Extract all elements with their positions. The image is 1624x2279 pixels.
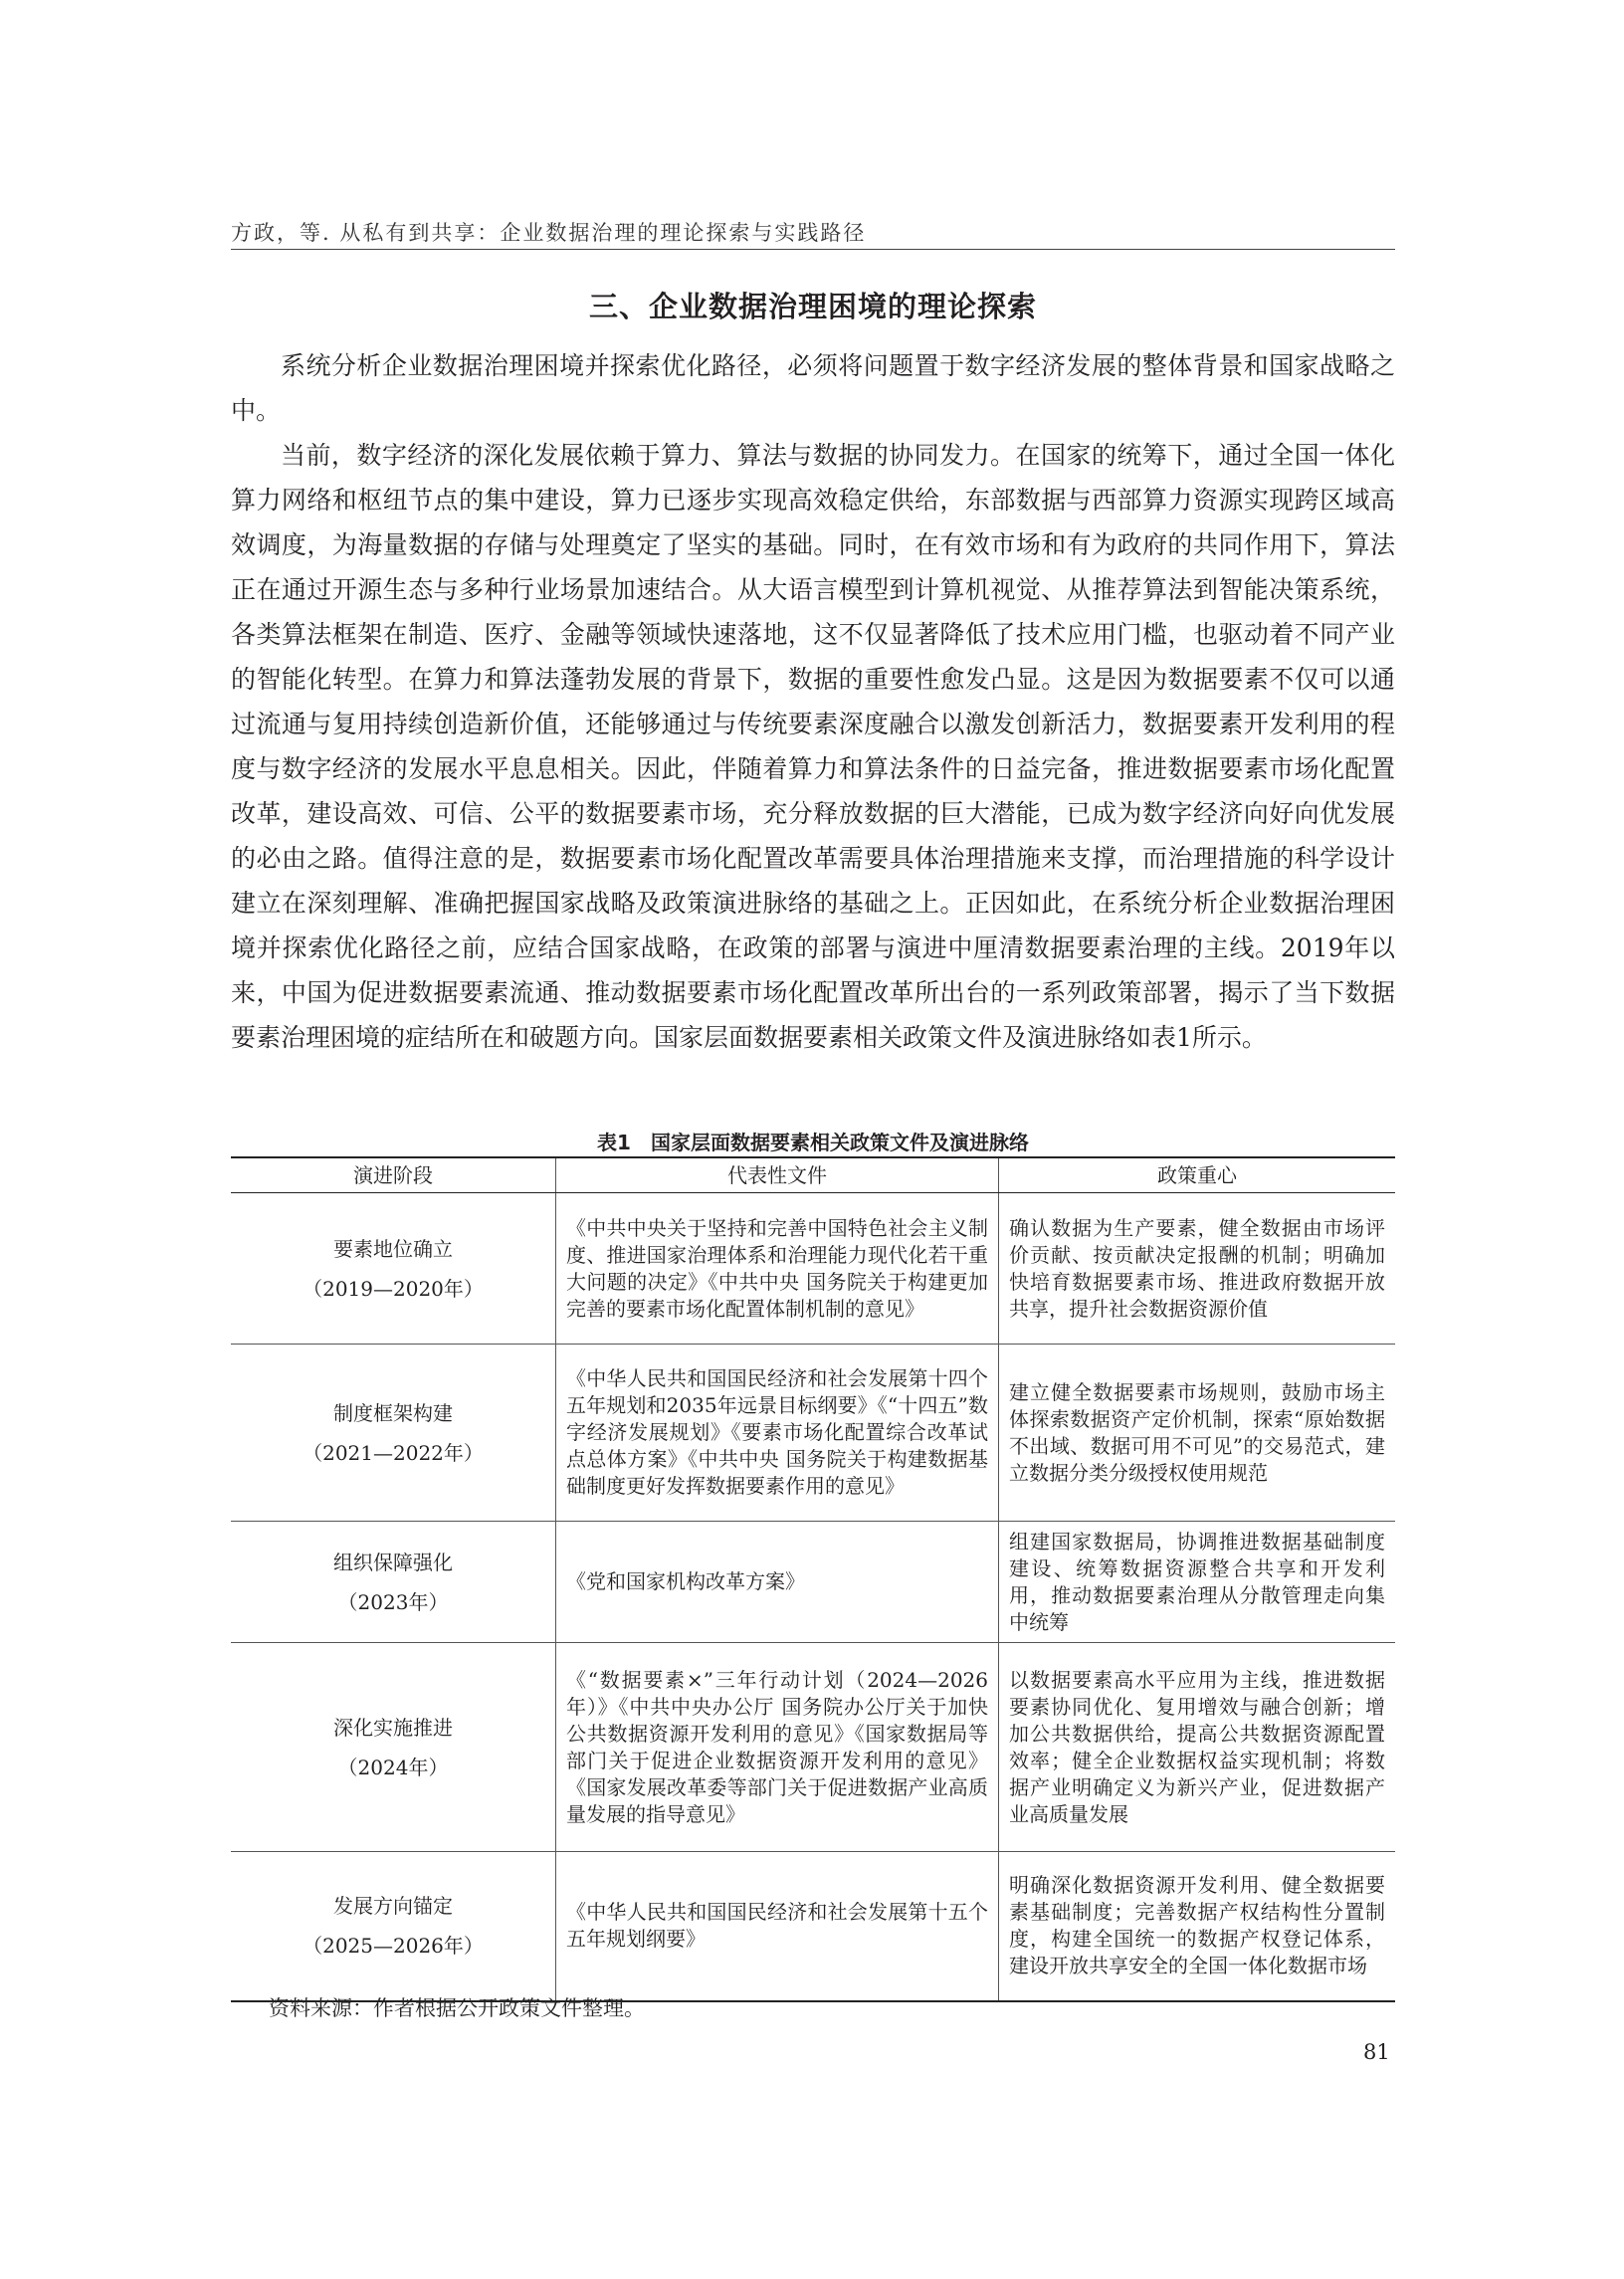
stage-cell [231, 1643, 556, 1852]
stage-years: （2023年） [337, 1589, 449, 1614]
stage-cell [231, 1193, 556, 1345]
table-caption: 表1 国家层面数据要素相关政策文件及演进脉络 [597, 1131, 1029, 1154]
focus-cell: 以数据要素高水平应用为主线，推进数据要素协同优化、复用增效与融合创新；增加公共数据供给，提高公共数据资源配置效率；健全企业数据权益实现机制；将数据产业明确定义为新兴产业，促进数据产业高质量发展 [999, 1643, 1396, 1852]
stage-years: （2019—2020年） [303, 1276, 484, 1301]
paragraph: 系统分析企业数据治理困境并探索优化路径，必须将问题置于数字经济发展的整体背景和国家战略之中。 [231, 351, 1395, 425]
stage-years: （2021—2022年） [303, 1440, 484, 1465]
section-title: 三、企业数据治理困境的理论探索 [588, 290, 1037, 323]
table-source-note: 资料来源：作者根据公开政策文件整理。 [269, 1996, 645, 2020]
stage-cell [231, 1345, 556, 1522]
focus-cell: 明确深化数据资源开发利用、健全数据要素基础制度；完善数据产权结构性分置制度，构建全国统一的数据产权登记体系，建设开放共享安全的全国一体化数据市场 [999, 1852, 1396, 2001]
column-header-focus: 政策重心 [999, 1157, 1396, 1193]
stage-name: 深化实施推进 [333, 1715, 453, 1740]
column-header-docs: 代表性文件 [556, 1157, 999, 1193]
stage-years: （2024年） [337, 1755, 449, 1779]
stage-name: 制度框架构建 [333, 1400, 453, 1425]
docs-cell: 《“数据要素×”三年行动计划（2024—2026年）》《中共中央办公厅 国务院办公厅关于加快公共数据资源开发利用的意见》《国家数据局等部门关于促进企业数据资源开发利用的意见》《国家发展改革委等部门关于促进数据产业高质量发展的指导意见》 [556, 1643, 999, 1852]
paragraph: 当前，数字经济的深化发展依赖于算力、算法与数据的协同发力。在国家的统筹下，通过全国一体化算力网络和枢纽节点的集中建设，算力已逐步实现高效稳定供给，东部数据与西部算力资源实现跨区域高效调度，为海量数据的存储与处理奠定了坚实的基础。同时，在有效市场和有为政府的共同作用下，算法正在通过开源生态与多种行业场景加速结合。从大语言模型到计算机视觉、从推荐算法到智能决策系统，各类算法框架在制造、医疗、金融等领域快速落地，这不仅显著降低了技术应用门槛，也驱动着不同产业的智能化转型。在算力和算法蓬勃发展的背景下，数据的重要性愈发凸显。这是因为数据要素不仅可以通过流通与复用持续创造新价值，还能够通过与传统要素深度融合以激发创新活力，数据要素开发利用的程度与数字经济的发展水平息息相关。因此，伴随着算力和算法条件的日益完备，推进数据要素市场化配置改革，建设高效、可信、公平的数据要素市场，充分释放数据的巨大潜能，已成为数字经济向好向优发展的必由之路。值得注意的是，数据要素市场化配置改革需要具体治理措施来支撑，而治理措施的科学设计建立在深刻理解、准确把握国家战略及政策演进脉络的基础之上。正因如此，在系统分析企业数据治理困境并探索优化路径之前，应结合国家战略，在政策的部署与演进中厘清数据要素治理的主线。2019年以来，中国为促进数据要素流通、推动数据要素市场化配置改革所出台的一系列政策部署，揭示了当下数据要素治理困境的症结所在和破题方向。国家层面数据要素相关政策文件及演进脉络如表1所示。 [231, 441, 1395, 1052]
docs-cell: 《中华人民共和国国民经济和社会发展第十五个五年规划纲要》 [556, 1852, 999, 2001]
docs-cell: 《党和国家机构改革方案》 [556, 1522, 999, 1643]
table-row [231, 1522, 1395, 1643]
stage-name: 发展方向锚定 [333, 1894, 453, 1919]
stage-cell [231, 1852, 556, 2001]
body-text [231, 343, 1395, 1060]
focus-cell: 建立健全数据要素市场规则，鼓励市场主体探索数据资产定价机制，探索“原始数据不出域、数据可用不可见”的交易范式，建立数据分类分级授权使用规范 [999, 1345, 1396, 1522]
table-row [231, 1643, 1395, 1852]
header-rule [231, 249, 1395, 250]
focus-cell: 确认数据为生产要素，健全数据由市场评价贡献、按贡献决定报酬的机制；明确加快培育数据要素市场、推进政府数据开放共享，提升社会数据资源价值 [999, 1193, 1396, 1345]
docs-cell: 《中共中央关于坚持和完善中国特色社会主义制度、推进国家治理体系和治理能力现代化若干重大问题的决定》《中共中央 国务院关于构建更加完善的要素市场化配置体制机制的意见》 [556, 1193, 999, 1345]
table-row [231, 1193, 1395, 1345]
running-head: 方政，等. 从私有到共享：企业数据治理的理论探索与实践路径 [231, 221, 867, 245]
table-row [231, 1345, 1395, 1522]
policy-table [231, 1156, 1395, 2002]
docs-cell: 《中华人民共和国国民经济和社会发展第十四个五年规划和2035年远景目标纲要》《“十四五”数字经济发展规划》《要素市场化配置综合改革试点总体方案》《中共中央 国务院关于构建数据基础制度更好发挥数据要素作用的意见》 [556, 1345, 999, 1522]
column-header-stage: 演进阶段 [231, 1157, 556, 1193]
stage-cell [231, 1522, 556, 1643]
stage-years: （2025—2026年） [303, 1934, 484, 1959]
stage-name: 要素地位确立 [333, 1236, 453, 1261]
focus-cell: 组建国家数据局，协调推进数据基础制度建设、统筹数据资源整合共享和开发利用，推动数据要素治理从分散管理走向集中统筹 [999, 1522, 1396, 1643]
page-number: 81 [1363, 2040, 1390, 2064]
table-row [231, 1852, 1395, 2001]
table-header-row [231, 1157, 1395, 1193]
stage-name: 组织保障强化 [333, 1550, 453, 1574]
